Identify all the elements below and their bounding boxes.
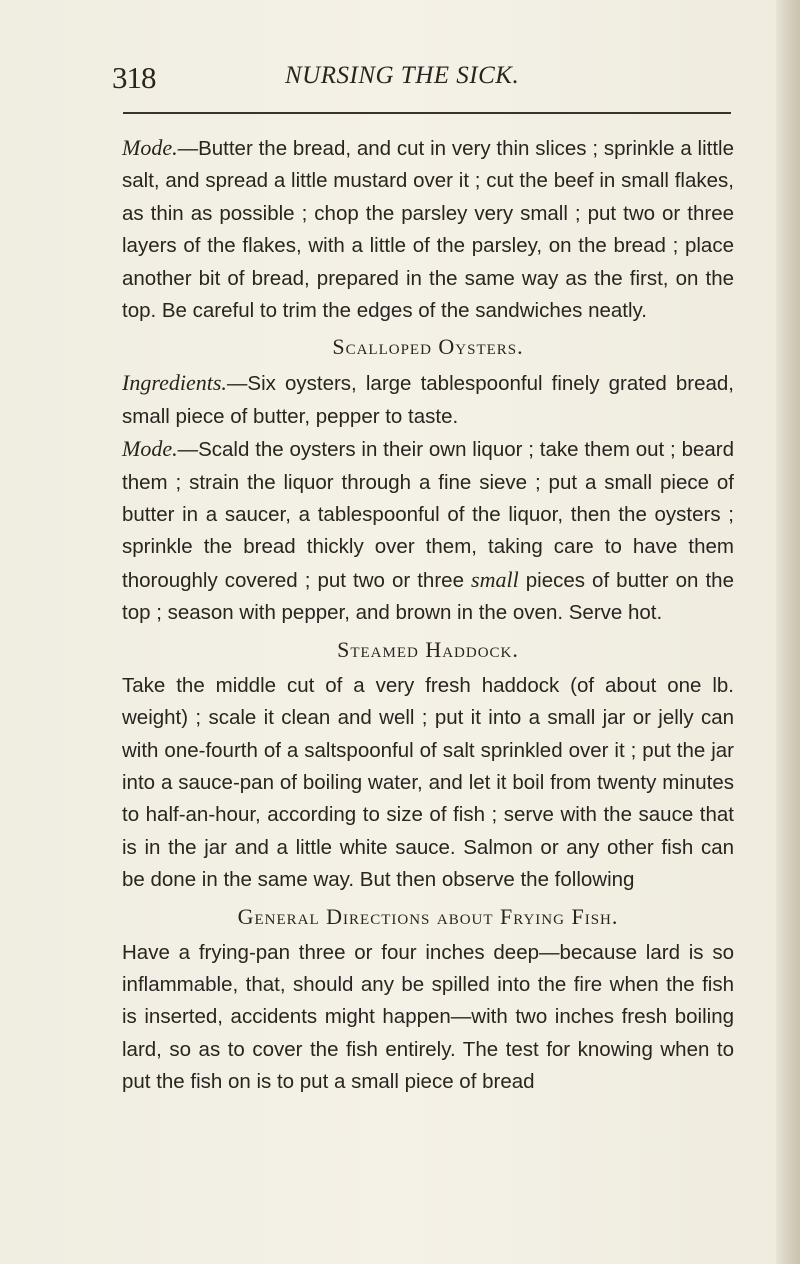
- section-heading-scalloped-oysters: Scalloped Oysters.: [332, 334, 524, 360]
- page-header: [112, 60, 732, 104]
- running-head: NURSING THE SICK.: [285, 62, 520, 89]
- page-number: 318: [112, 60, 156, 95]
- paragraph-oysters-mode: [122, 433, 734, 629]
- paragraph-label: Mode.: [122, 135, 178, 160]
- paragraph-oysters-ingredients: [122, 367, 734, 433]
- paragraph-text: —Scald the oysters in their own liquor ; take them out ; beard them ; strain the liquor through a fine sieve ; put a small piece of butter in a saucer, a tablespoonful of the liquor, then the oysters ; sprinkle the bread thickly over them, taking care to have them thoroughly covered ; put two or three: [122, 438, 734, 592]
- paragraph-text: pieces of butter on the top ; season with pepper, and brown in the oven. Serve hot.: [122, 568, 734, 625]
- page-binding-edge: [776, 0, 800, 1264]
- header-rule: [123, 112, 731, 114]
- page-body: [122, 132, 734, 1099]
- paragraph-text: —Butter the bread, and cut in very thin slices ; sprinkle a little salt, and spread a little mustard over it ; cut the beef in small flakes, as thin as possible ; chop the parsley very small ; put two or three layers of the flakes, with a little of the parsley, on the bread ; place another bit of bread, prepared in the same way as the first, on the top. Be careful to trim the edges of the sandwiches neatly.: [122, 137, 734, 323]
- paragraph-haddock: [122, 670, 734, 897]
- paragraph-text: Have a frying-pan three or four inches deep—because lard is so inflammable, that, should any be spilled into the fire when the fish is inserted, accidents might happen—with two inches fresh boiling lard, so as to cover the fish entirely. The test for knowing when to put the fish on is to put a small piece of bread: [122, 940, 734, 1094]
- paragraph-label: Mode.: [122, 436, 178, 462]
- paragraph-text: Take the middle cut of a very fresh haddock (of about one lb. weight) ; scale it clean and well ; put it into a small jar or jelly can with one-fourth of a saltspoonful of salt sprinkled over it ; put the jar into a sauce-pan of boiling water, and let it boil from twenty minutes to half-an-hour, according to size of fish ; serve with the sauce that is in the jar and a little white sauce. Salmon or any other fish can be done in the same way. But then observe the following: [122, 673, 734, 892]
- emphasis-word: small: [471, 566, 519, 592]
- paragraph-sandwich-mode: [122, 132, 734, 327]
- paragraph-frying-fish: [122, 937, 734, 1099]
- section-heading-frying-fish: General Directions about Frying Fish.: [237, 903, 619, 929]
- paragraph-text: —Six oysters, large tablespoonful finely grated bread, small piece of butter, pepper to taste.: [122, 372, 734, 428]
- paragraph-label: Ingredients.: [122, 370, 227, 396]
- section-heading-steamed-haddock: Steamed Haddock.: [337, 636, 519, 662]
